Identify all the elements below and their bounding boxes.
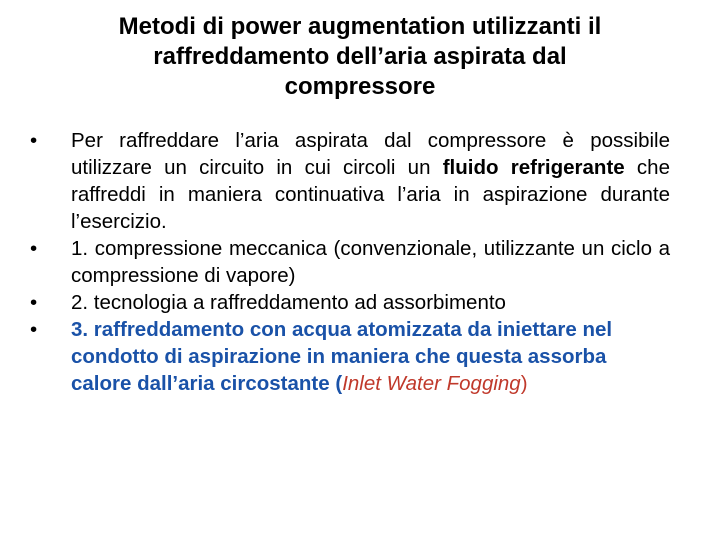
bullet-list bbox=[30, 127, 670, 397]
bullet-number: 3. bbox=[71, 318, 94, 341]
bullet-text: Per raffreddare l’aria aspirata dal compressore è possibile utilizzare un circuito in cui circoli un bbox=[71, 129, 670, 179]
bullet-text: che raffreddi in maniera continuativa l’aria in aspirazione durante l’esercizio. bbox=[71, 156, 670, 233]
bullet-marker: • bbox=[30, 237, 38, 260]
bullet-item-fogging bbox=[30, 316, 670, 397]
bullet-item-intro bbox=[30, 127, 670, 235]
bullet-bold-text: fluido refrigerante bbox=[442, 156, 625, 179]
slide-title bbox=[60, 12, 660, 102]
bullet-italic-red-text: Inlet Water Fogging bbox=[342, 372, 521, 395]
bullet-bold-blue-text: raffreddamento con acqua atomizzata da iniettare nel condotto di aspirazione in maniera che questa assorba calore dall’aria circostante ( bbox=[71, 318, 613, 395]
bullet-item-absorption bbox=[30, 289, 670, 316]
bullet-marker: • bbox=[30, 129, 38, 152]
bullet-closing-paren: ) bbox=[520, 372, 528, 395]
bullet-item-mechanical bbox=[30, 235, 670, 289]
title-line-1: Metodi di power augmentation utilizzanti il bbox=[118, 13, 602, 40]
bullet-marker: • bbox=[30, 291, 38, 314]
title-line-3: compressore bbox=[284, 73, 436, 100]
bullet-text: 2. tecnologia a raffreddamento ad assorbimento bbox=[71, 291, 506, 314]
title-line-2: raffreddamento dell’aria aspirata dal bbox=[153, 43, 567, 70]
bullet-text: 1. compressione meccanica (convenzionale, utilizzante un ciclo a compressione di vapore) bbox=[71, 237, 670, 287]
bullet-marker: • bbox=[30, 318, 38, 341]
